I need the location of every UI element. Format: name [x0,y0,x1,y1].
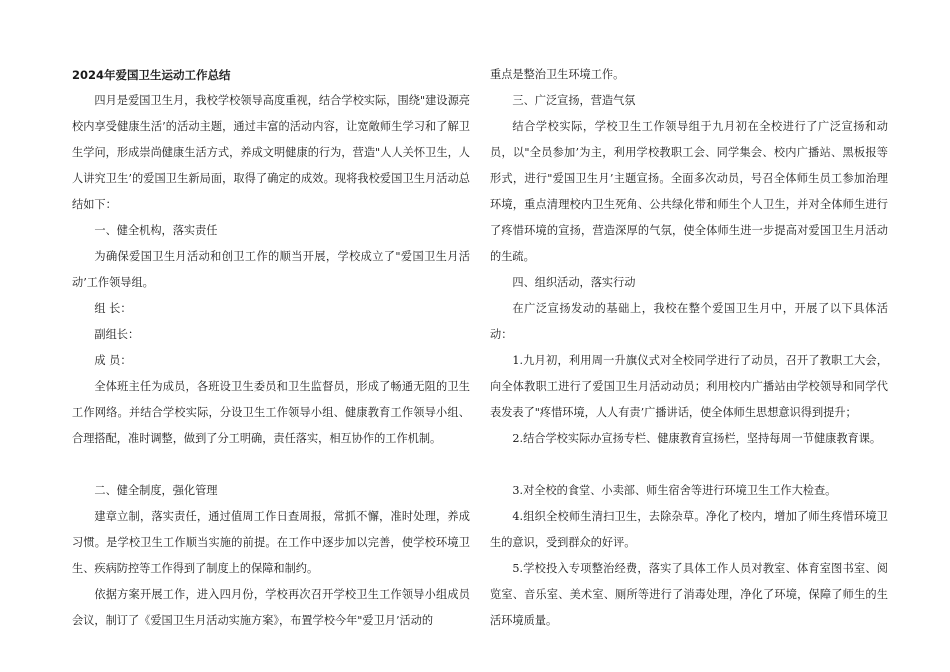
role-deputy: 副组长： [94,328,140,341]
paragraph: 结合学校实际，学校卫生工作领导组于九月初在全校进行了广泛宣扬和动员，以"全员参加’为主，利用学校教职工会、同学集会、校内广播站、黑板报等形式，进行"爱国卫生月’主题宣扬。全面多次动员，号召全体师生员工参加治理环境，重点清理校内卫生死角、公共绿化带和师生个人卫生，并对全体师生进行了疼惜环境的宣扬，营造深厚的气氛，使全体师生进一步提高对爱国卫生月活动的生疏。 [490,120,888,263]
paragraph: 为确保爱国卫生月活动和创卫工作的顺当开展，学校成立了"爱国卫生月活动’工作领导组。 [72,250,470,289]
role-members: 成 员： [94,354,132,367]
right-column [490,62,888,634]
activity-item-4: 4.组织全校师生清扫卫生，去除杂草。净化了校内，增加了师生疼惜环境卫生的意识，受到群众的好评。 [490,510,888,549]
role-leader: 组 长： [94,302,132,315]
document-title: 2024年爱国卫生运动工作总结 [72,68,231,82]
section-heading-4: 四、组织活动，落实行动 [512,276,636,289]
paragraph-intro: 四月是爱国卫生月，我校学校领导高度重视，结合学校实际，围绕"建设源亮 校内享受健康生活’的活动主题，通过丰富的活动内容，让宽敞师生学习和了解卫生学问，形成崇尚健康生活方式，养成文明健康的行为，营造"人人关怀卫生，人人讲究卫生’的爱国卫生新局面，取得了确定的成效。现将我校爱国卫生月活动总结如下： [72,94,470,211]
section-heading-1: 一、健全机构，落实责任 [94,224,218,237]
activity-item-5: 5.学校投入专项整治经费，落实了具体工作人员对教室、体育室图书室、阅览室、音乐室、美术室、厕所等进行了消毒处理，净化了环境，保障了师生的生活环境质量。 [490,562,888,627]
activity-item-2: 2.结合学校实际办宣扬专栏、健康教育宣扬栏，坚持每周一节健康教育课。 [512,432,882,445]
paragraph: 依据方案开展工作，进入四月份，学校再次召开学校卫生工作领导小组成员会议，制订了《爱国卫生月活动实施方案》，布置学校今年"爱卫月’活动的 [72,588,470,627]
spacer [72,452,470,478]
activity-item-3: 3.对全校的食堂、小卖部、师生宿舍等进行环境卫生工作大检查。 [512,484,837,497]
spacer [490,452,888,478]
paragraph-continuation: 重点是整治卫生环境工作。 [490,68,625,81]
paragraph: 全体班主任为成员，各班设卫生委员和卫生监督员，形成了畅通无阻的卫生工作网络。并结合学校实际，分设卫生工作领导小组、健康教育工作领导小组、合理搭配，准时调整，做到了分工明确，责任落实，相互协作的工作机制。 [72,380,470,445]
section-heading-2: 二、健全制度，强化管理 [94,484,218,497]
paragraph: 建章立制，落实责任，通过值周工作日查周报，常抓不懈，准时处理，养成习惯。是学校卫生工作顺当实施的前提。在工作中逐步加以完善，使学校环境卫生、疾病防控等工作得到了制度上的保障和制约。 [72,510,470,575]
section-heading-3: 三、广泛宣扬，营造气氛 [512,94,636,107]
activity-item-1: 1.九月初，利用周一升旗仪式对全校同学进行了动员，召开了教职工大会，向全体教职工进行了爱国卫生月活动动员；利用校内广播站由学校领导和同学代表发表了"疼惜环境，人人有责’广播讲话，使全体师生思想意识得到提升； [490,354,888,419]
left-column [72,62,470,634]
paragraph: 在广泛宣扬发动的基础上，我校在整个爱国卫生月中，开展了以下具体活动： [490,302,888,341]
